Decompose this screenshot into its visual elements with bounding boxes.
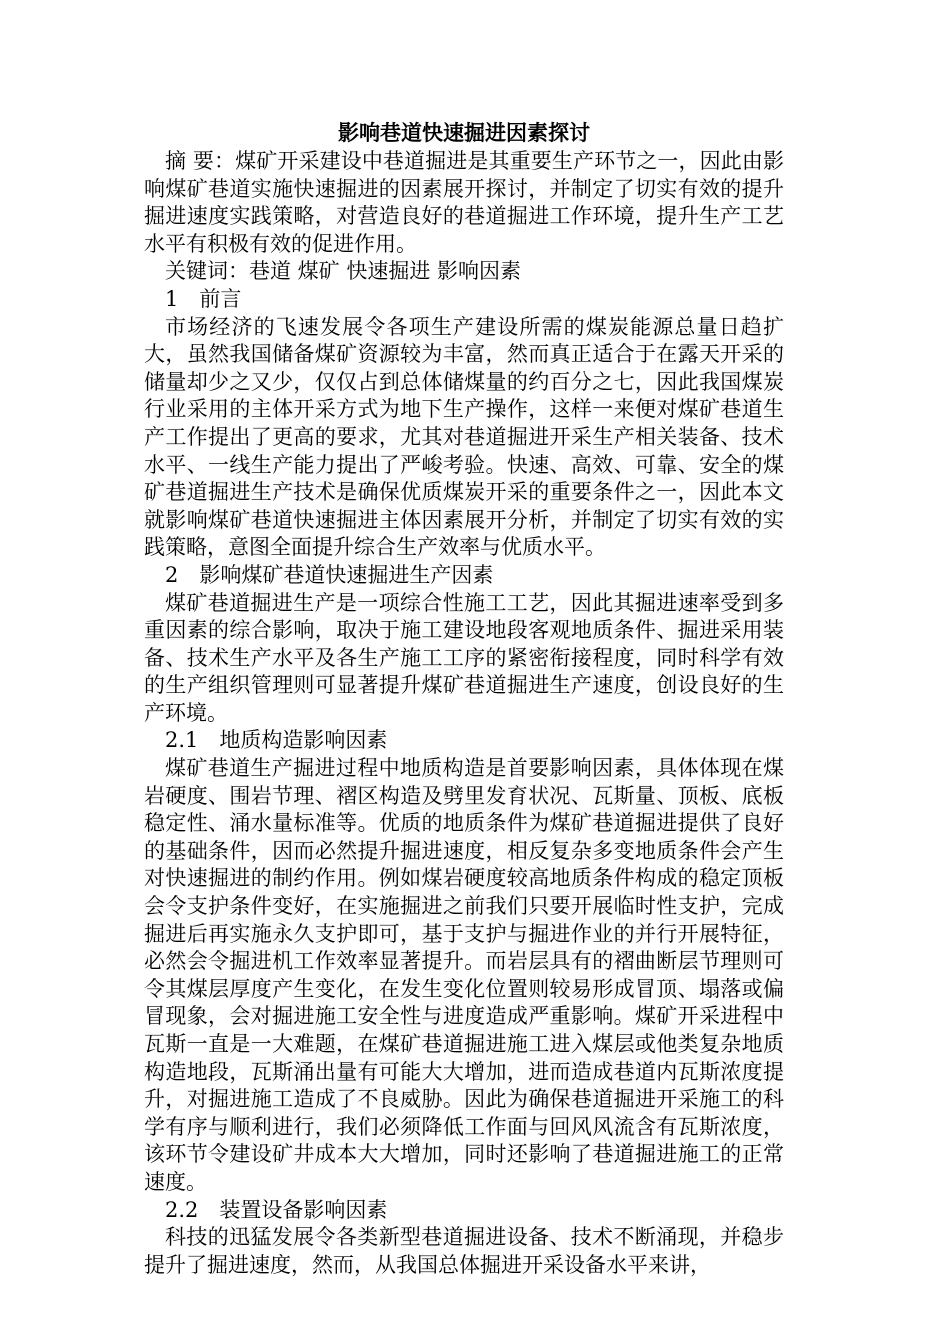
document-title: 影响巷道快速掘进因素探讨 <box>338 120 590 145</box>
section-2-1-paragraph: 煤矿巷道生产掘进过程中地质构造是首要影响因素，具体体现在煤岩硬度、围岩节理、褶区构造及劈里发育状况、瓦斯量、顶板、底板稳定性、涌水量标准等。优质的地质条件为煤矿巷道掘进提供了良好的基础条件，因而必然提升掘进速度，相反复杂多变地质条件会产生对快速掘进的制约作用。例如煤岩硬度较高地质条件构成的稳定顶板会令支护条件变好，在实施掘进之前我们只要开展临时性支护，完成掘进后再实施永久支护即可，基于支护与掘进作业的并行开展特征，必然会令掘进机工作效率显著提升。而岩层具有的褶曲断层节理则可令其煤层厚度产生变化，在发生变化位置则较易形成冒顶、塌落或偏冒现象，会对掘进施工安全性与进度造成严重影响。煤矿开采进程中瓦斯一直是一大难题，在煤矿巷道掘进施工进入煤层或他类复杂地质构造地段，瓦斯涌出量有可能大大增加，进而造成巷道内瓦斯浓度提升，对掘进施工造成了不良威胁。因此为确保巷道掘进开采施工的科学有序与顺利进行，我们必须降低工作面与回风风流含有瓦斯浓度，该环节令建设矿井成本大大增加，同时还影响了巷道掘进施工的正常速度。 <box>144 756 784 1194</box>
section-2-2-paragraph: 科技的迅猛发展令各类新型巷道掘进设备、技术不断涌现，并稳步提升了掘进速度，然而，从我国总体掘进开采设备水平来讲， <box>144 1225 784 1277</box>
keywords-line: 关键词：巷道 煤矿 快速掘进 影响因素 <box>165 259 522 284</box>
section-2-paragraph: 煤矿巷道掘进生产是一项综合性施工工艺，因此其掘进速率受到多重因素的综合影响，取决于施工建设地段客观地质条件、掘进采用装备、技术生产水平及各生产施工工序的紧密衔接程度，同时科学有效的生产组织管理则可显著提升煤矿巷道掘进生产速度，创设良好的生产环境。 <box>144 590 784 725</box>
section-2-1-heading: 2.1 地质构造影响因素 <box>165 728 388 753</box>
abstract-paragraph: 摘 要：煤矿开采建设中巷道掘进是其重要生产环节之一，因此由影响煤矿巷道实施快速掘进的因素展开探讨，并制定了切实有效的提升掘进速度实践策略，对营造良好的巷道掘进工作环境，提升生产工艺水平有积极有效的促进作用。 <box>144 149 784 256</box>
section-1-heading: 1 前言 <box>165 286 242 311</box>
section-1-paragraph: 市场经济的飞速发展令各项生产建设所需的煤炭能源总量日趋扩大，虽然我国储备煤矿资源较为丰富，然而真正适合于在露天开采的储量却少之又少，仅仅占到总体储煤量的约百分之七，因此我国煤炭行业采用的主体开采方式为地下生产操作，这样一来便对煤矿巷道生产工作提出了更高的要求，尤其对巷道掘进开采生产相关装备、技术水平、一线生产能力提出了严峻考验。快速、高效、可靠、安全的煤矿巷道掘进生产技术是确保优质煤炭开采的重要条件之一，因此本文就影响煤矿巷道快速掘进主体因素展开分析，并制定了切实有效的实践策略，意图全面提升综合生产效率与优质水平。 <box>144 314 784 560</box>
section-2-2-heading: 2.2 装置设备影响因素 <box>165 1197 388 1222</box>
section-2-heading: 2 影响煤矿巷道快速掘进生产因素 <box>165 562 494 587</box>
document-page <box>144 118 784 1279</box>
